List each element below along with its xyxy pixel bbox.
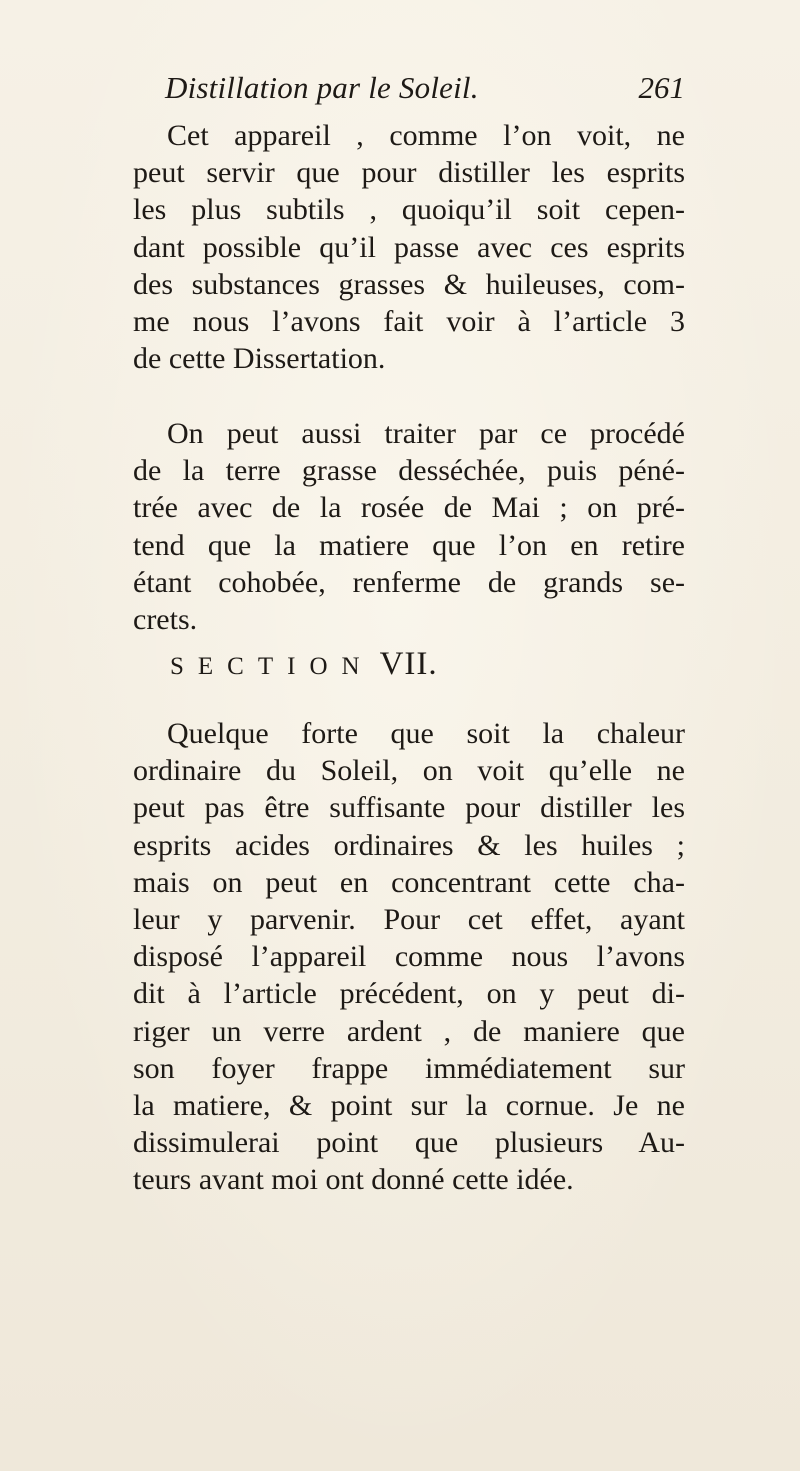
text-line: me nous l’avons fait voir à l’article 3: [133, 304, 685, 338]
text-line: dit à l’article précédent, on y peut di-: [133, 977, 685, 1011]
section-heading: [170, 646, 438, 683]
paragraph-2: [133, 415, 685, 638]
text-line: son foyer frappe immédiatement sur: [133, 1051, 685, 1085]
text-line: ordinaire du Soleil, on voit qu’elle ne: [133, 754, 685, 788]
text-line: Cet appareil , comme l’on voit, ne: [167, 119, 685, 152]
paragraph-3: [133, 715, 685, 1198]
paragraph-1: [133, 117, 685, 377]
running-title: Distillation par le Soleil.: [165, 70, 479, 105]
text-line: crets.: [133, 602, 198, 636]
text-line: leur y parvenir. Pour cet effet, ayant: [133, 902, 685, 936]
text-line: teurs avant moi ont donné cette idée.: [133, 1163, 574, 1197]
text-line: peut servir que pour distiller les esprits: [133, 156, 685, 190]
text-line: disposé l’appareil comme nous l’avons: [133, 940, 685, 974]
page-header: [165, 70, 685, 116]
text-line: trée avec de la rosée de Mai ; on pré-: [133, 491, 685, 525]
text-line: mais on peut en concentrant cette cha-: [133, 865, 685, 899]
text-line: On peut aussi traiter par ce procédé: [167, 417, 685, 450]
text-line: la matiere, & point sur la cornue. Je ne: [133, 1088, 685, 1122]
text-line: esprits acides ordinaires & les huiles ;: [133, 828, 685, 862]
page-number: 261: [638, 70, 685, 105]
text-line: des substances grasses & huileuses, com-: [133, 267, 685, 301]
text-line: dissimulerai point que plusieurs Au-: [133, 1126, 685, 1160]
text-line: les plus subtils , quoiqu’il soit cepen-: [133, 193, 685, 227]
section-label: SECTION: [170, 653, 374, 680]
text-line: Quelque forte que soit la chaleur: [167, 717, 685, 750]
text-line: de cette Dissertation.: [133, 342, 386, 376]
text-line: tend que la matiere que l’on en retire: [133, 528, 685, 562]
text-line: riger un verre ardent , de maniere que: [133, 1014, 685, 1048]
text-line: de la terre grasse desséchée, puis péné-: [133, 454, 685, 488]
text-line: étant cohobée, renferme de grands se-: [133, 565, 685, 599]
text-line: peut pas être suffisante pour distiller les: [133, 791, 685, 825]
text-line: dant possible qu’il passe avec ces esprits: [133, 230, 685, 264]
section-number: VII.: [379, 646, 438, 682]
